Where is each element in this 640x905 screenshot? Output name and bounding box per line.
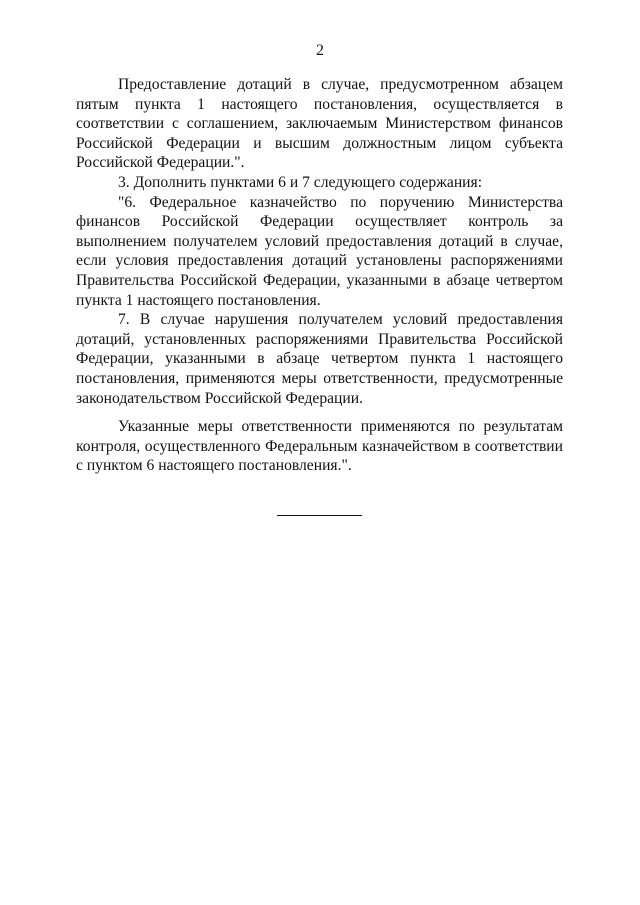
paragraph-point-7: 7. В случае нарушения получателем условий предоставления дотаций, установленных распоряжениями Правительства Российской Федерации, указанными в абзаце четвертом пункта 1 настоящего постановления, применяются меры ответственности, предусмотренные законодательством Российской Федерации. [76, 311, 563, 407]
paragraph-liability-measures: Указанные меры ответственности применяются по результатам контроля, осуществленного Федеральным казначейством в соответствии с пунктом 6 настоящего постановления.". [76, 418, 563, 475]
page-number: 2 [316, 42, 324, 59]
document-body [76, 75, 563, 476]
end-separator-line [277, 515, 362, 516]
paragraph-point-6: "6. Федеральное казначейство по поручению Министерства финансов Российской Федерации осуществляет контроль за выполнением получателем условий предоставления дотаций в случае, если условия предоставления дотаций установлены распоряжениями Правительства Российской Федерации, указанными в абзаце четвертом пункта 1 настоящего постановления. [76, 193, 563, 309]
paragraph-subsidy-agreement: Предоставление дотаций в случае, предусмотренном абзацем пятым пункта 1 настоящего постановления, осуществляется в соответствии с соглашением, заключаемым Министерством финансов Российской Федерации и высшим должностным лицом субъекта Российской Федерации.". [76, 76, 563, 172]
paragraph-amendment-intro: 3. Дополнить пунктами 6 и 7 следующего содержания: [118, 173, 483, 191]
